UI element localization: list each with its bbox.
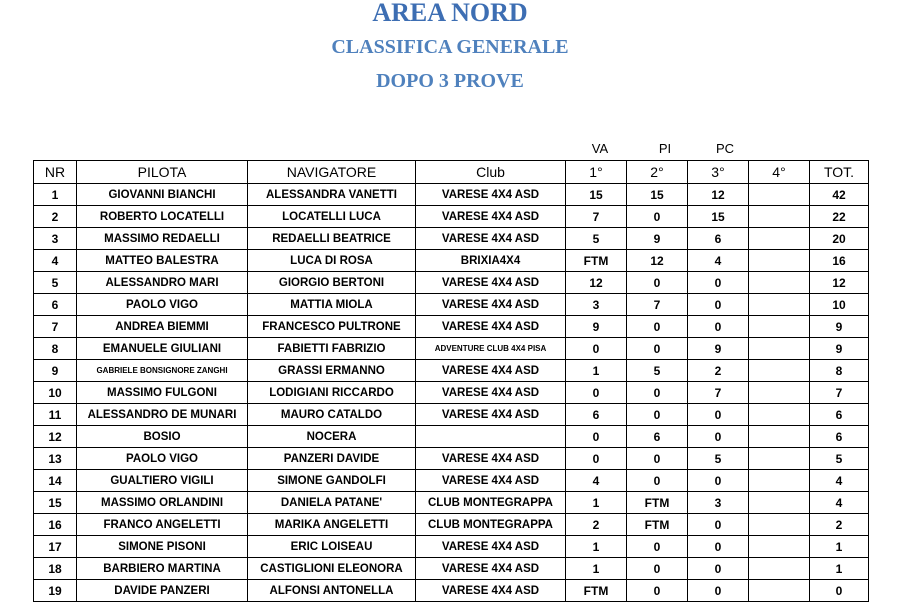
cell-race-3: 7 [688,382,749,404]
cell-navigatore: LUCA DI ROSA [248,250,416,272]
cell-race-3: 0 [688,426,749,448]
table-row [34,316,869,338]
cell-club: VARESE 4X4 ASD [416,404,566,426]
cell-race-2: 0 [627,272,688,294]
cell-race-1: 2 [566,514,627,536]
cell-pilota: MATTEO BALESTRA [77,250,248,272]
cell-nr: 19 [34,580,77,602]
cell-club: VARESE 4X4 ASD [416,184,566,206]
cell-race-1: 0 [566,338,627,360]
table-row [34,360,869,382]
table-row [34,338,869,360]
cell-navigatore: MAURO CATALDO [248,404,416,426]
cell-navigatore: GIORGIO BERTONI [248,272,416,294]
cell-race-1: 9 [566,316,627,338]
cell-race-4 [749,250,810,272]
cell-pilota: ROBERTO LOCATELLI [77,206,248,228]
cell-club: VARESE 4X4 ASD [416,360,566,382]
cell-race-4 [749,294,810,316]
cell-total: 0 [810,580,869,602]
cell-total: 12 [810,272,869,294]
table-row [34,294,869,316]
cell-race-2: 9 [627,228,688,250]
cell-race-3: 6 [688,228,749,250]
cell-race-1: 5 [566,228,627,250]
cell-race-1: 15 [566,184,627,206]
cell-total: 8 [810,360,869,382]
cell-nr: 2 [34,206,77,228]
cell-race-2: 0 [627,558,688,580]
cell-club: ADVENTURE CLUB 4X4 PISA [416,338,566,360]
cell-race-3: 0 [688,536,749,558]
cell-club: VARESE 4X4 ASD [416,294,566,316]
cell-club: CLUB MONTEGRAPPA [416,492,566,514]
cell-nr: 16 [34,514,77,536]
cell-race-4 [749,228,810,250]
cell-club: BRIXIA4X4 [416,250,566,272]
cell-race-4 [749,360,810,382]
cell-race-4 [749,206,810,228]
cell-race-1: 12 [566,272,627,294]
cell-club: VARESE 4X4 ASD [416,382,566,404]
cell-pilota: FRANCO ANGELETTI [77,514,248,536]
cell-race-2: 0 [627,316,688,338]
cell-race-4 [749,492,810,514]
standings-table [33,160,869,602]
page-subtitle-classifica: CLASSIFICA GENERALE [331,36,569,58]
cell-nr: 13 [34,448,77,470]
cell-race-3: 0 [688,580,749,602]
cell-nr: 3 [34,228,77,250]
cell-race-1: 4 [566,470,627,492]
cell-club: VARESE 4X4 ASD [416,272,566,294]
table-row [34,272,869,294]
cell-total: 9 [810,338,869,360]
cell-nr: 8 [34,338,77,360]
cell-race-4 [749,536,810,558]
cell-navigatore: CASTIGLIONI ELEONORA [248,558,416,580]
cell-race-2: 0 [627,470,688,492]
cell-navigatore: SIMONE GANDOLFI [248,470,416,492]
cell-race-1: 3 [566,294,627,316]
cell-navigatore: DANIELA PATANE' [248,492,416,514]
cell-race-2: 6 [627,426,688,448]
cell-pilota: SIMONE PISONI [77,536,248,558]
cell-pilota: MASSIMO FULGONI [77,382,248,404]
cell-race-1: 0 [566,426,627,448]
cell-nr: 6 [34,294,77,316]
cell-total: 22 [810,206,869,228]
cell-pilota: PAOLO VIGO [77,448,248,470]
cell-navigatore: ALFONSI ANTONELLA [248,580,416,602]
cell-pilota: ALESSANDRO DE MUNARI [77,404,248,426]
cell-total: 10 [810,294,869,316]
cell-navigatore: FABIETTI FABRIZIO [248,338,416,360]
cell-nr: 1 [34,184,77,206]
table-row [34,558,869,580]
cell-club: VARESE 4X4 ASD [416,316,566,338]
cell-race-4 [749,580,810,602]
cell-pilota: PAOLO VIGO [77,294,248,316]
cell-race-3: 4 [688,250,749,272]
cell-nr: 15 [34,492,77,514]
cell-race-2: FTM [627,492,688,514]
table-header-row [34,161,869,184]
cell-race-4 [749,558,810,580]
cell-race-4 [749,448,810,470]
cell-navigatore: GRASSI ERMANNO [248,360,416,382]
table-row [34,228,869,250]
col-header-club: Club [416,161,566,184]
cell-navigatore: MARIKA ANGELETTI [248,514,416,536]
page-title: AREA NORD [372,0,528,27]
cell-race-2: 0 [627,536,688,558]
table-row [34,184,869,206]
cell-race-2: FTM [627,514,688,536]
cell-navigatore: MATTIA MIOLA [248,294,416,316]
cell-race-3: 12 [688,184,749,206]
cell-club: VARESE 4X4 ASD [416,448,566,470]
cell-navigatore: PANZERI DAVIDE [248,448,416,470]
cell-nr: 10 [34,382,77,404]
cell-total: 20 [810,228,869,250]
cell-race-1: 6 [566,404,627,426]
cell-pilota: GUALTIERO VIGILI [77,470,248,492]
cell-total: 4 [810,470,869,492]
cell-pilota: MASSIMO REDAELLI [77,228,248,250]
cell-nr: 14 [34,470,77,492]
cell-nr: 17 [34,536,77,558]
cell-total: 42 [810,184,869,206]
col-header-race-1: 1° [566,161,627,184]
table-row [34,514,869,536]
cell-total: 9 [810,316,869,338]
cell-race-3: 5 [688,448,749,470]
cell-nr: 11 [34,404,77,426]
cell-club: VARESE 4X4 ASD [416,558,566,580]
cell-total: 6 [810,404,869,426]
cell-pilota: EMANUELE GIULIANI [77,338,248,360]
page-subtitle-prove: DOPO 3 PROVE [376,70,524,92]
cell-nr: 4 [34,250,77,272]
cell-race-4 [749,272,810,294]
cell-race-2: 7 [627,294,688,316]
cell-total: 2 [810,514,869,536]
table-row [34,470,869,492]
cell-race-3: 0 [688,294,749,316]
cell-nr: 7 [34,316,77,338]
col-header-pilota: PILOTA [77,161,248,184]
cell-race-1: 1 [566,360,627,382]
cell-race-4 [749,470,810,492]
cell-race-4 [749,316,810,338]
cell-navigatore: LOCATELLI LUCA [248,206,416,228]
table-row [34,382,869,404]
cell-race-4 [749,338,810,360]
cell-navigatore: LODIGIANI RICCARDO [248,382,416,404]
cell-total: 16 [810,250,869,272]
cell-pilota: BOSIO [77,426,248,448]
cell-race-1: 1 [566,492,627,514]
table-row [34,448,869,470]
cell-race-2: 5 [627,360,688,382]
cell-race-3: 9 [688,338,749,360]
cell-race-2: 15 [627,184,688,206]
cell-navigatore: FRANCESCO PULTRONE [248,316,416,338]
cell-club: VARESE 4X4 ASD [416,206,566,228]
cell-race-1: 0 [566,382,627,404]
cell-race-3: 3 [688,492,749,514]
cell-total: 1 [810,536,869,558]
table-row [34,536,869,558]
cell-total: 6 [810,426,869,448]
cell-nr: 12 [34,426,77,448]
cell-race-1: 1 [566,558,627,580]
cell-total: 7 [810,382,869,404]
cell-club: CLUB MONTEGRAPPA [416,514,566,536]
cell-pilota: DAVIDE PANZERI [77,580,248,602]
race-label-va: VA [591,141,609,156]
col-header-total: TOT. [810,161,869,184]
cell-navigatore: NOCERA [248,426,416,448]
cell-pilota: GIOVANNI BIANCHI [77,184,248,206]
cell-total: 5 [810,448,869,470]
cell-pilota: ANDREA BIEMMI [77,316,248,338]
table-row [34,492,869,514]
cell-race-1: 0 [566,448,627,470]
table-row [34,426,869,448]
table-body [34,184,869,602]
cell-nr: 5 [34,272,77,294]
cell-navigatore: REDAELLI BEATRICE [248,228,416,250]
race-label-pi: PI [658,141,672,156]
cell-race-2: 0 [627,580,688,602]
race-labels [0,141,900,159]
cell-pilota: GABRIELE BONSIGNORE ZANGHI [77,360,248,382]
cell-race-3: 15 [688,206,749,228]
cell-club: VARESE 4X4 ASD [416,536,566,558]
cell-race-3: 0 [688,514,749,536]
cell-race-2: 0 [627,448,688,470]
col-header-race-4: 4° [749,161,810,184]
cell-race-2: 0 [627,404,688,426]
cell-club: VARESE 4X4 ASD [416,470,566,492]
cell-race-4 [749,404,810,426]
cell-club [416,426,566,448]
cell-race-1: 1 [566,536,627,558]
cell-race-3: 0 [688,558,749,580]
cell-club: VARESE 4X4 ASD [416,580,566,602]
cell-race-3: 0 [688,316,749,338]
cell-race-1: FTM [566,250,627,272]
table-row [34,404,869,426]
cell-race-2: 0 [627,338,688,360]
cell-race-4 [749,426,810,448]
cell-race-2: 12 [627,250,688,272]
cell-race-3: 2 [688,360,749,382]
cell-race-1: FTM [566,580,627,602]
cell-race-3: 0 [688,470,749,492]
cell-race-2: 0 [627,382,688,404]
col-header-race-3: 3° [688,161,749,184]
cell-total: 1 [810,558,869,580]
table-row [34,580,869,602]
cell-total: 4 [810,492,869,514]
cell-nr: 18 [34,558,77,580]
cell-race-4 [749,184,810,206]
cell-race-3: 0 [688,272,749,294]
col-header-navigatore: NAVIGATORE [248,161,416,184]
cell-navigatore: ALESSANDRA VANETTI [248,184,416,206]
cell-race-4 [749,514,810,536]
cell-race-2: 0 [627,206,688,228]
cell-race-1: 7 [566,206,627,228]
cell-pilota: BARBIERO MARTINA [77,558,248,580]
cell-pilota: ALESSANDRO MARI [77,272,248,294]
table-row [34,206,869,228]
cell-club: VARESE 4X4 ASD [416,228,566,250]
race-label-pc: PC [715,141,735,156]
cell-race-3: 0 [688,404,749,426]
cell-pilota: MASSIMO ORLANDINI [77,492,248,514]
col-header-race-2: 2° [627,161,688,184]
cell-navigatore: ERIC LOISEAU [248,536,416,558]
cell-nr: 9 [34,360,77,382]
table-row [34,250,869,272]
cell-race-4 [749,382,810,404]
col-header-nr: NR [34,161,77,184]
